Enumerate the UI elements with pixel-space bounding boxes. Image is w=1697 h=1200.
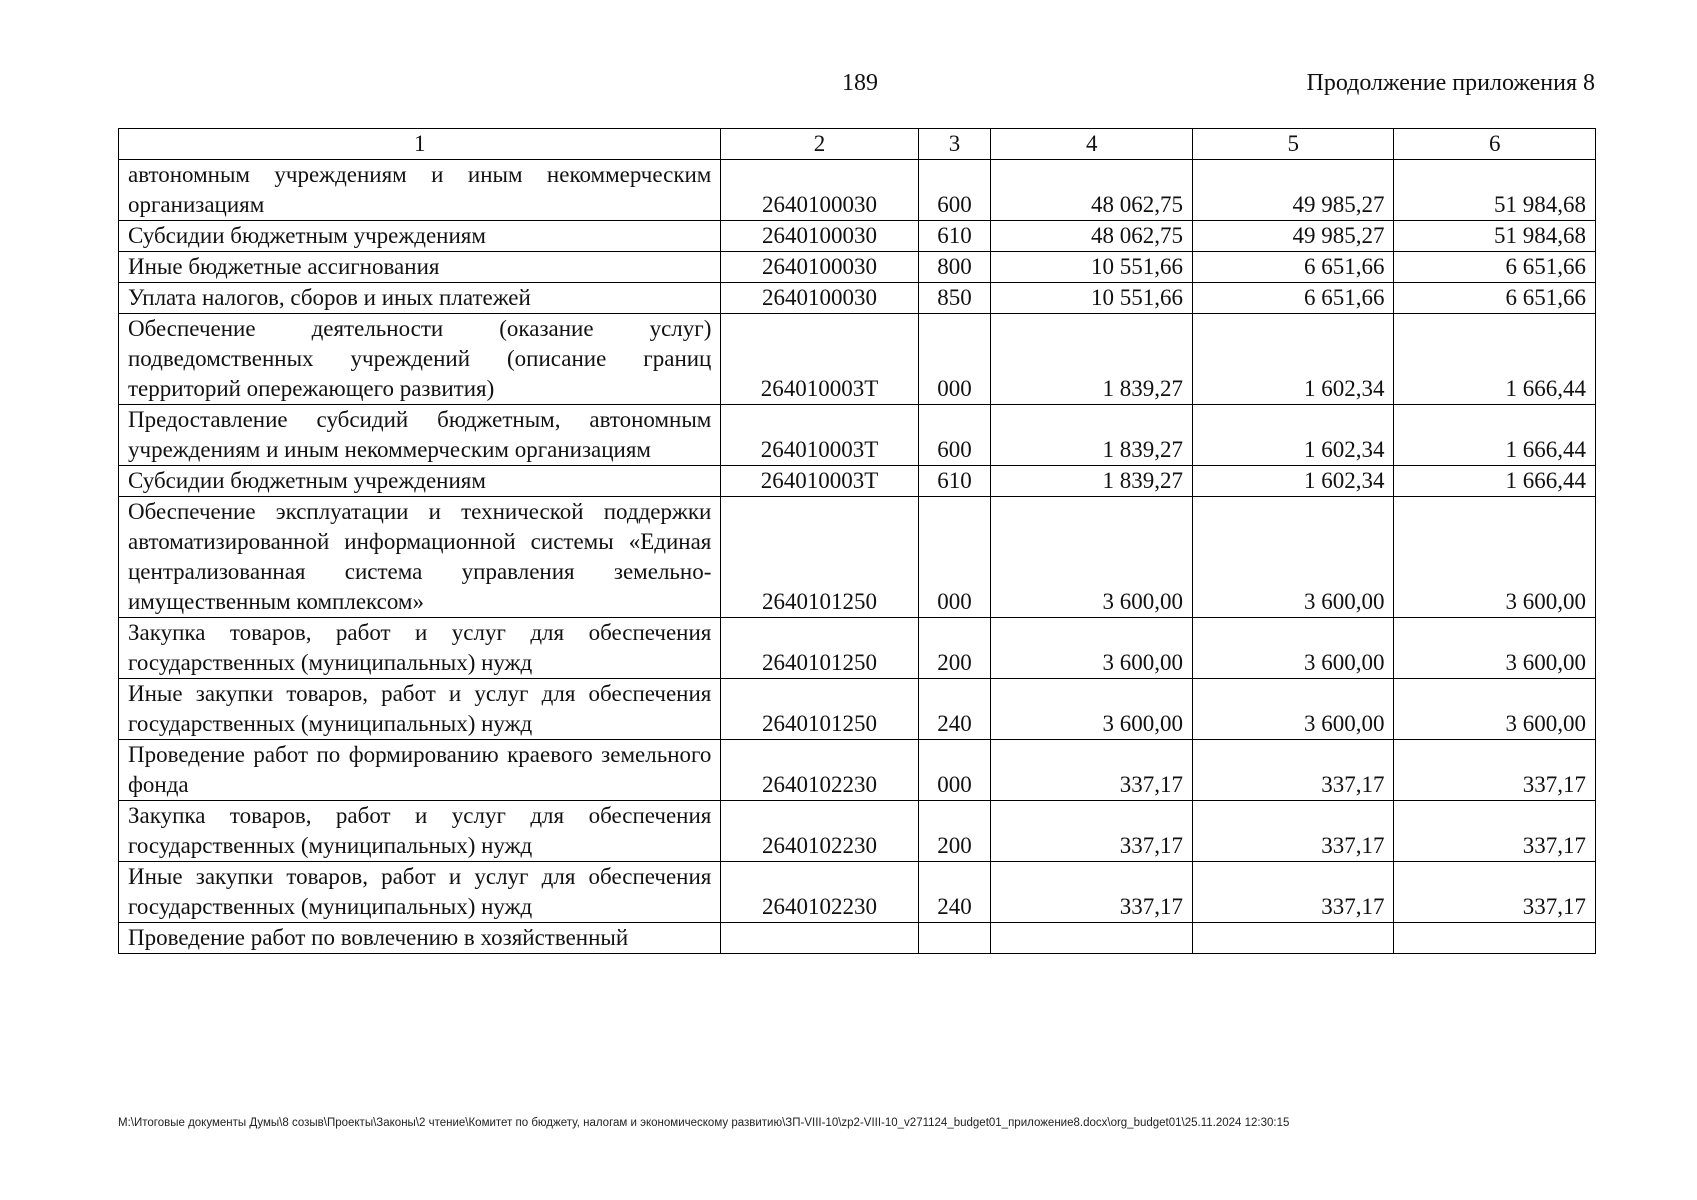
row-code: 2640102230 bbox=[721, 801, 918, 862]
row-amount: 48 062,75 bbox=[991, 160, 1193, 221]
table-row bbox=[119, 283, 1596, 314]
row-amount: 6 651,66 bbox=[1394, 252, 1596, 283]
row-amount: 1 666,44 bbox=[1394, 405, 1596, 466]
row-code: 2640100030 bbox=[721, 221, 918, 252]
row-name: Субсидии бюджетным учреждениям bbox=[119, 466, 721, 497]
row-expense-type: 000 bbox=[918, 497, 991, 618]
row-name: Субсидии бюджетным учреждениям bbox=[119, 221, 721, 252]
row-expense-type: 240 bbox=[918, 679, 991, 740]
row-amount: 3 600,00 bbox=[991, 497, 1193, 618]
column-number-row bbox=[119, 129, 1596, 160]
row-amount: 337,17 bbox=[991, 740, 1193, 801]
row-amount: 1 602,34 bbox=[1192, 405, 1394, 466]
row-amount: 10 551,66 bbox=[991, 283, 1193, 314]
row-name: Проведение работ по формированию краевого земельного фонда bbox=[119, 740, 721, 801]
table-row bbox=[119, 252, 1596, 283]
row-name: Закупка товаров, работ и услуг для обеспечения государственных (муниципальных) нужд bbox=[119, 801, 721, 862]
column-header: 4 bbox=[991, 129, 1193, 160]
row-amount: 48 062,75 bbox=[991, 221, 1193, 252]
row-amount: 3 600,00 bbox=[991, 679, 1193, 740]
table-row bbox=[119, 497, 1596, 618]
row-code bbox=[721, 923, 918, 954]
row-amount bbox=[1192, 923, 1394, 954]
table-row bbox=[119, 862, 1596, 923]
row-code: 2640102230 bbox=[721, 862, 918, 923]
table-row bbox=[119, 923, 1596, 954]
row-expense-type: 800 bbox=[918, 252, 991, 283]
row-amount: 3 600,00 bbox=[1394, 679, 1596, 740]
row-code: 2640100030 bbox=[721, 283, 918, 314]
budget-table bbox=[118, 128, 1596, 954]
row-expense-type: 200 bbox=[918, 801, 991, 862]
row-name: Проведение работ по вовлечению в хозяйственный bbox=[119, 923, 721, 954]
row-name: автономным учреждениям и иным некоммерческим организациям bbox=[119, 160, 721, 221]
row-name: Иные закупки товаров, работ и услуг для обеспечения государственных (муниципальных) нужд bbox=[119, 862, 721, 923]
row-name: Иные бюджетные ассигнования bbox=[119, 252, 721, 283]
row-amount: 1 602,34 bbox=[1192, 314, 1394, 405]
row-amount: 337,17 bbox=[1394, 801, 1596, 862]
row-amount: 1 839,27 bbox=[991, 466, 1193, 497]
row-expense-type: 610 bbox=[918, 466, 991, 497]
row-amount: 49 985,27 bbox=[1192, 221, 1394, 252]
row-code: 2640100030 bbox=[721, 160, 918, 221]
row-amount: 3 600,00 bbox=[1394, 618, 1596, 679]
row-amount: 1 666,44 bbox=[1394, 466, 1596, 497]
document-path-footer: M:\Итоговые документы Думы\8 созыв\Проекты\Законы\2 чтение\Комитет по бюджету, налогам и экономическому развитию\ЗП-VIII-10\zp2-VIII-10_v271124_budget01_приложение8.docx\org_budget01\25.11.2024 12:30:15 bbox=[118, 1117, 1290, 1129]
row-amount: 3 600,00 bbox=[1192, 497, 1394, 618]
row-amount: 1 839,27 bbox=[991, 405, 1193, 466]
row-expense-type: 000 bbox=[918, 314, 991, 405]
row-amount: 3 600,00 bbox=[991, 618, 1193, 679]
row-name: Обеспечение эксплуатации и технической поддержки автоматизированной информационной системы «Единая централизованная система управления земельно-имущественным комплексом» bbox=[119, 497, 721, 618]
row-amount: 3 600,00 bbox=[1394, 497, 1596, 618]
row-amount: 337,17 bbox=[991, 862, 1193, 923]
row-amount: 1 602,34 bbox=[1192, 466, 1394, 497]
table-row bbox=[119, 405, 1596, 466]
table-row bbox=[119, 160, 1596, 221]
column-header: 2 bbox=[721, 129, 918, 160]
row-expense-type: 600 bbox=[918, 405, 991, 466]
row-amount: 1 839,27 bbox=[991, 314, 1193, 405]
table-row bbox=[119, 221, 1596, 252]
row-expense-type bbox=[918, 923, 991, 954]
row-name: Обеспечение деятельности (оказание услуг) подведомственных учреждений (описание границ территорий опережающего развития) bbox=[119, 314, 721, 405]
table-row bbox=[119, 801, 1596, 862]
row-amount: 337,17 bbox=[1192, 740, 1394, 801]
table-row bbox=[119, 466, 1596, 497]
row-code: 264010003Т bbox=[721, 405, 918, 466]
table-row bbox=[119, 740, 1596, 801]
row-amount: 337,17 bbox=[1192, 862, 1394, 923]
row-code: 2640101250 bbox=[721, 679, 918, 740]
row-expense-type: 610 bbox=[918, 221, 991, 252]
table-row bbox=[119, 618, 1596, 679]
row-amount: 337,17 bbox=[991, 801, 1193, 862]
row-amount: 1 666,44 bbox=[1394, 314, 1596, 405]
row-amount bbox=[991, 923, 1193, 954]
row-code: 2640100030 bbox=[721, 252, 918, 283]
column-header: 3 bbox=[918, 129, 991, 160]
row-name: Закупка товаров, работ и услуг для обеспечения государственных (муниципальных) нужд bbox=[119, 618, 721, 679]
table-row bbox=[119, 314, 1596, 405]
row-amount: 337,17 bbox=[1394, 740, 1596, 801]
row-amount: 51 984,68 bbox=[1394, 221, 1596, 252]
row-amount: 10 551,66 bbox=[991, 252, 1193, 283]
page-number: 189 bbox=[842, 70, 878, 96]
row-code: 2640101250 bbox=[721, 497, 918, 618]
row-code: 2640101250 bbox=[721, 618, 918, 679]
row-expense-type: 850 bbox=[918, 283, 991, 314]
row-code: 2640102230 bbox=[721, 740, 918, 801]
column-header: 1 bbox=[119, 129, 721, 160]
row-code: 264010003Т bbox=[721, 466, 918, 497]
row-name: Уплата налогов, сборов и иных платежей bbox=[119, 283, 721, 314]
row-amount: 337,17 bbox=[1394, 862, 1596, 923]
appendix-caption: Продолжение приложения 8 bbox=[1306, 70, 1595, 96]
row-expense-type: 240 bbox=[918, 862, 991, 923]
column-header: 6 bbox=[1394, 129, 1596, 160]
row-expense-type: 000 bbox=[918, 740, 991, 801]
row-amount: 49 985,27 bbox=[1192, 160, 1394, 221]
row-name: Предоставление субсидий бюджетным, автономным учреждениям и иным некоммерческим организациям bbox=[119, 405, 721, 466]
row-amount: 337,17 bbox=[1192, 801, 1394, 862]
row-expense-type: 200 bbox=[918, 618, 991, 679]
row-amount: 3 600,00 bbox=[1192, 679, 1394, 740]
row-expense-type: 600 bbox=[918, 160, 991, 221]
row-amount bbox=[1394, 923, 1596, 954]
row-amount: 6 651,66 bbox=[1192, 283, 1394, 314]
table-row bbox=[119, 679, 1596, 740]
row-name: Иные закупки товаров, работ и услуг для обеспечения государственных (муниципальных) нужд bbox=[119, 679, 721, 740]
row-code: 264010003Т bbox=[721, 314, 918, 405]
row-amount: 3 600,00 bbox=[1192, 618, 1394, 679]
row-amount: 6 651,66 bbox=[1192, 252, 1394, 283]
row-amount: 6 651,66 bbox=[1394, 283, 1596, 314]
row-amount: 51 984,68 bbox=[1394, 160, 1596, 221]
column-header: 5 bbox=[1192, 129, 1394, 160]
